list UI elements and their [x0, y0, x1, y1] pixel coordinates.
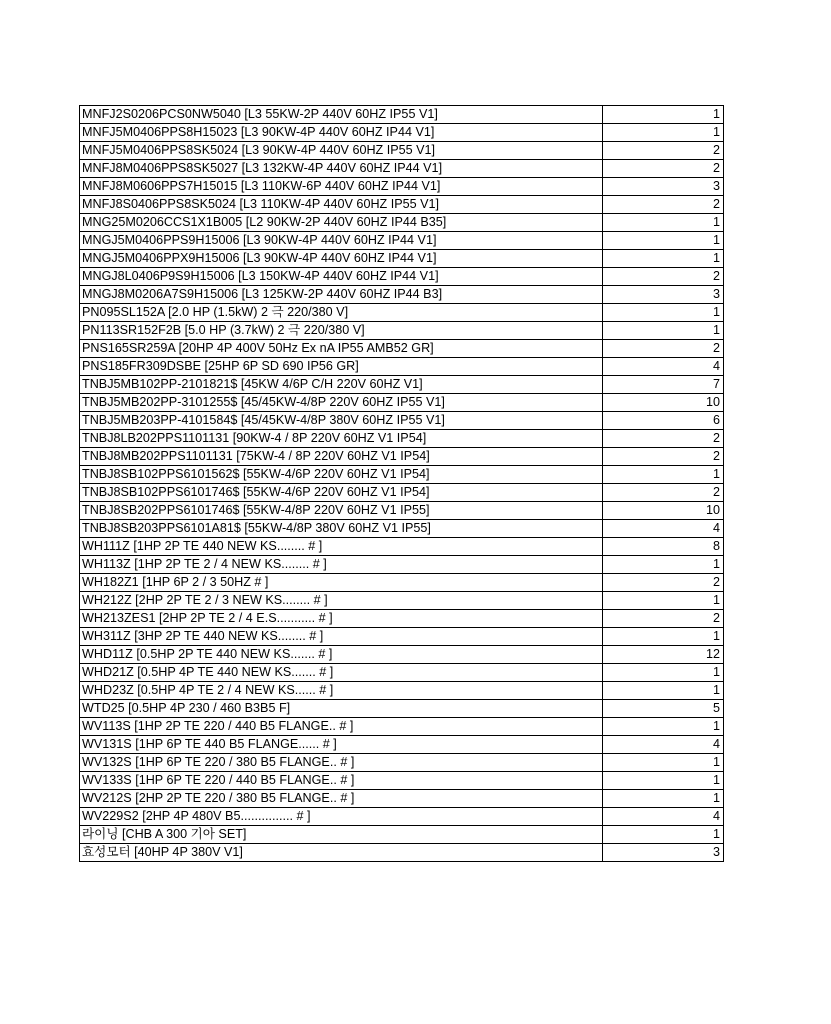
table-row: [80, 664, 724, 682]
table-row: [80, 628, 724, 646]
table-row: [80, 736, 724, 754]
table-row: [80, 358, 724, 376]
item-quantity: 1: [603, 826, 724, 844]
item-description: TNBJ5MB102PP-2101821$ [45KW 4/6P C/H 220V 60HZ V1]: [80, 376, 603, 394]
table-row: [80, 304, 724, 322]
item-description: WH213ZES1 [2HP 2P TE 2 / 4 E.S........... # ]: [80, 610, 603, 628]
item-description: WV132S [1HP 6P TE 220 / 380 B5 FLANGE.. # ]: [80, 754, 603, 772]
item-quantity: 1: [603, 124, 724, 142]
table-row: [80, 754, 724, 772]
item-quantity: 5: [603, 700, 724, 718]
item-description: 라이닝 [CHB A 300 기아 SET]: [80, 826, 603, 844]
item-description: WH182Z1 [1HP 6P 2 / 3 50HZ # ]: [80, 574, 603, 592]
item-quantity: 10: [603, 394, 724, 412]
item-quantity: 12: [603, 646, 724, 664]
item-description: MNGJ5M0406PPX9H15006 [L3 90KW-4P 440V 60HZ IP44 V1]: [80, 250, 603, 268]
table-row: [80, 286, 724, 304]
table-row: [80, 376, 724, 394]
item-description: TNBJ8LB202PPS1101131 [90KW-4 / 8P 220V 60HZ V1 IP54]: [80, 430, 603, 448]
item-quantity: 1: [603, 322, 724, 340]
item-quantity: 1: [603, 214, 724, 232]
table-row: [80, 430, 724, 448]
item-description: MNGJ8L0406P9S9H15006 [L3 150KW-4P 440V 60HZ IP44 V1]: [80, 268, 603, 286]
item-description: PNS165SR259A [20HP 4P 400V 50Hz Ex nA IP55 AMB52 GR]: [80, 340, 603, 358]
item-description: MNFJ8M0606PPS7H15015 [L3 110KW-6P 440V 60HZ IP44 V1]: [80, 178, 603, 196]
item-description: PN113SR152F2B [5.0 HP (3.7kW) 2 극 220/380 V]: [80, 322, 603, 340]
item-quantity: 1: [603, 628, 724, 646]
item-description: WV229S2 [2HP 4P 480V B5............... # ]: [80, 808, 603, 826]
table-row: [80, 466, 724, 484]
item-description: MNG25M0206CCS1X1B005 [L2 90KW-2P 440V 60HZ IP44 B35]: [80, 214, 603, 232]
table-row: [80, 790, 724, 808]
item-quantity: 2: [603, 484, 724, 502]
item-description: WHD21Z [0.5HP 4P TE 440 NEW KS....... # ]: [80, 664, 603, 682]
item-description: WHD11Z [0.5HP 2P TE 440 NEW KS....... # ]: [80, 646, 603, 664]
item-description: MNFJ5M0406PPS8SK5024 [L3 90KW-4P 440V 60HZ IP55 V1]: [80, 142, 603, 160]
item-description: WH113Z [1HP 2P TE 2 / 4 NEW KS........ # ]: [80, 556, 603, 574]
item-description: WV212S [2HP 2P TE 220 / 380 B5 FLANGE.. # ]: [80, 790, 603, 808]
item-description: PNS185FR309DSBE [25HP 6P SD 690 IP56 GR]: [80, 358, 603, 376]
table-row: [80, 214, 724, 232]
item-quantity: 3: [603, 844, 724, 862]
item-description: WV131S [1HP 6P TE 440 B5 FLANGE...... # ]: [80, 736, 603, 754]
table-row: [80, 520, 724, 538]
item-quantity: 2: [603, 340, 724, 358]
table-row: [80, 178, 724, 196]
item-quantity: 2: [603, 142, 724, 160]
table-row: [80, 448, 724, 466]
item-description: WHD23Z [0.5HP 4P TE 2 / 4 NEW KS...... # ]: [80, 682, 603, 700]
table-row: [80, 394, 724, 412]
item-description: TNBJ8SB102PPS6101562$ [55KW-4/6P 220V 60HZ V1 IP54]: [80, 466, 603, 484]
item-description: WV113S [1HP 2P TE 220 / 440 B5 FLANGE.. # ]: [80, 718, 603, 736]
item-description: MNFJ8S0406PPS8SK5024 [L3 110KW-4P 440V 60HZ IP55 V1]: [80, 196, 603, 214]
table-row: [80, 556, 724, 574]
table-row: [80, 160, 724, 178]
item-quantity: 2: [603, 574, 724, 592]
table-row: [80, 718, 724, 736]
item-description: 효성모터 [40HP 4P 380V V1]: [80, 844, 603, 862]
item-description: MNFJ2S0206PCS0NW5040 [L3 55KW-2P 440V 60HZ IP55 V1]: [80, 106, 603, 124]
item-description: TNBJ5MB203PP-4101584$ [45/45KW-4/8P 380V 60HZ IP55 V1]: [80, 412, 603, 430]
item-description: TNBJ8SB202PPS6101746$ [55KW-4/8P 220V 60HZ V1 IP55]: [80, 502, 603, 520]
item-quantity: 1: [603, 106, 724, 124]
item-description: WH111Z [1HP 2P TE 440 NEW KS........ # ]: [80, 538, 603, 556]
item-quantity: 1: [603, 664, 724, 682]
table-row: [80, 268, 724, 286]
item-quantity: 2: [603, 610, 724, 628]
table-row: [80, 412, 724, 430]
item-quantity: 1: [603, 754, 724, 772]
item-quantity: 4: [603, 736, 724, 754]
item-quantity: 7: [603, 376, 724, 394]
table-row: [80, 682, 724, 700]
item-quantity: 4: [603, 520, 724, 538]
item-quantity: 1: [603, 250, 724, 268]
table-row: [80, 592, 724, 610]
table-row: [80, 826, 724, 844]
item-quantity: 8: [603, 538, 724, 556]
table-body: [80, 106, 724, 862]
item-quantity: 1: [603, 304, 724, 322]
table-row: [80, 142, 724, 160]
table-row: [80, 610, 724, 628]
item-quantity: 10: [603, 502, 724, 520]
item-description: WH212Z [2HP 2P TE 2 / 3 NEW KS........ # ]: [80, 592, 603, 610]
table-row: [80, 844, 724, 862]
table-row: [80, 574, 724, 592]
item-description: TNBJ5MB202PP-3101255$ [45/45KW-4/8P 220V 60HZ IP55 V1]: [80, 394, 603, 412]
item-quantity: 3: [603, 286, 724, 304]
table-row: [80, 124, 724, 142]
table-row: [80, 502, 724, 520]
item-description: WTD25 [0.5HP 4P 230 / 460 B3B5 F]: [80, 700, 603, 718]
inventory-table: [79, 105, 724, 862]
item-quantity: 1: [603, 592, 724, 610]
item-quantity: 6: [603, 412, 724, 430]
item-description: WV133S [1HP 6P TE 220 / 440 B5 FLANGE.. # ]: [80, 772, 603, 790]
item-quantity: 1: [603, 718, 724, 736]
table-row: [80, 250, 724, 268]
item-quantity: 4: [603, 808, 724, 826]
table-row: [80, 106, 724, 124]
item-description: TNBJ8SB203PPS6101A81$ [55KW-4/8P 380V 60HZ V1 IP55]: [80, 520, 603, 538]
table-row: [80, 322, 724, 340]
item-quantity: 1: [603, 790, 724, 808]
item-quantity: 1: [603, 556, 724, 574]
table-row: [80, 196, 724, 214]
table-row: [80, 232, 724, 250]
item-description: PN095SL152A [2.0 HP (1.5kW) 2 극 220/380 V]: [80, 304, 603, 322]
item-description: TNBJ8MB202PPS1101131 [75KW-4 / 8P 220V 60HZ V1 IP54]: [80, 448, 603, 466]
item-quantity: 1: [603, 682, 724, 700]
item-quantity: 3: [603, 178, 724, 196]
item-quantity: 2: [603, 430, 724, 448]
table-row: [80, 700, 724, 718]
table-row: [80, 340, 724, 358]
table-row: [80, 538, 724, 556]
item-quantity: 1: [603, 772, 724, 790]
table-row: [80, 646, 724, 664]
item-description: MNGJ5M0406PPS9H15006 [L3 90KW-4P 440V 60HZ IP44 V1]: [80, 232, 603, 250]
table-row: [80, 808, 724, 826]
item-quantity: 2: [603, 160, 724, 178]
item-quantity: 2: [603, 196, 724, 214]
item-quantity: 2: [603, 448, 724, 466]
table-row: [80, 772, 724, 790]
item-description: MNFJ8M0406PPS8SK5027 [L3 132KW-4P 440V 60HZ IP44 V1]: [80, 160, 603, 178]
item-quantity: 4: [603, 358, 724, 376]
item-quantity: 1: [603, 232, 724, 250]
item-description: MNGJ8M0206A7S9H15006 [L3 125KW-2P 440V 60HZ IP44 B3]: [80, 286, 603, 304]
item-quantity: 1: [603, 466, 724, 484]
table-row: [80, 484, 724, 502]
item-description: TNBJ8SB102PPS6101746$ [55KW-4/6P 220V 60HZ V1 IP54]: [80, 484, 603, 502]
item-description: WH311Z [3HP 2P TE 440 NEW KS........ # ]: [80, 628, 603, 646]
item-description: MNFJ5M0406PPS8H15023 [L3 90KW-4P 440V 60HZ IP44 V1]: [80, 124, 603, 142]
item-quantity: 2: [603, 268, 724, 286]
